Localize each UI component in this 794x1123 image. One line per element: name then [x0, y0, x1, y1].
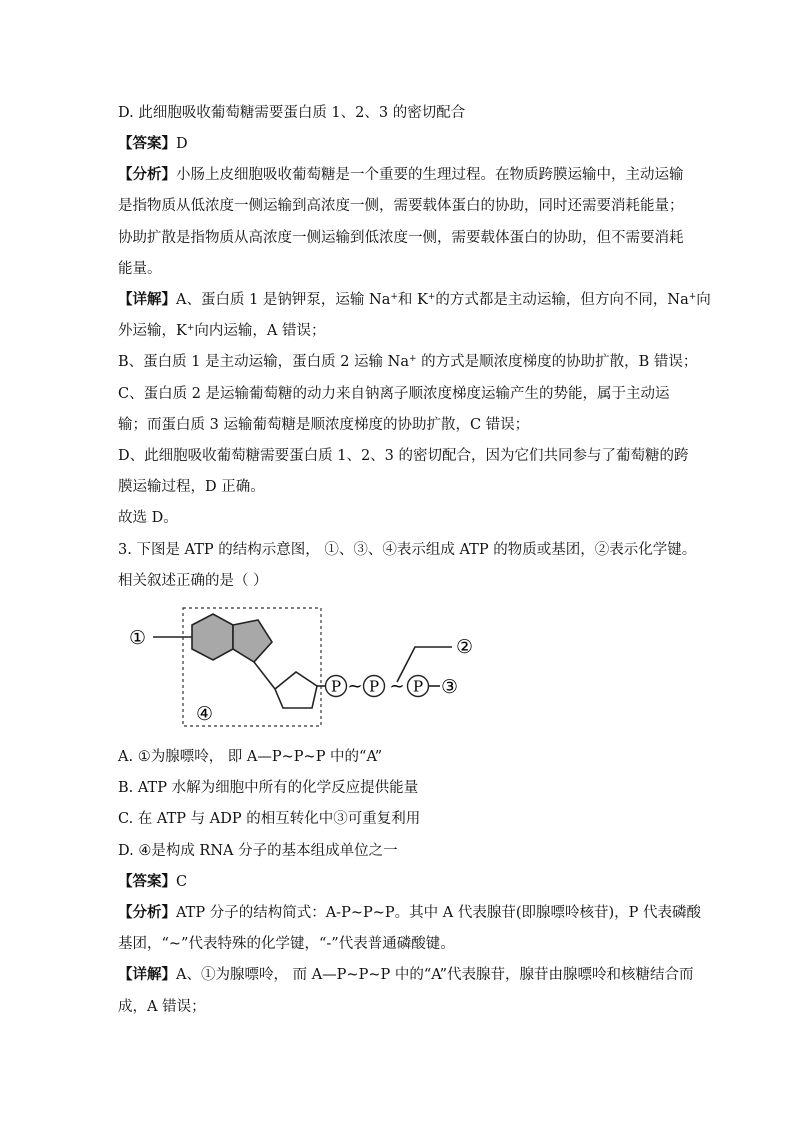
- q3-answer-line: [118, 872, 187, 892]
- q3-option-c: C. 在 ATP 与 ADP 的相互转化中③可重复利用: [118, 811, 421, 827]
- answer-tag: 【答案】: [118, 135, 176, 152]
- detail-text: 和 K: [397, 292, 428, 308]
- q2-detail-line-d2: 膜运输过程，D 正确。: [118, 479, 265, 495]
- superscript-plus: +: [688, 292, 697, 302]
- detail-tag: 【详解】: [118, 291, 176, 308]
- detail-tag: 【详解】: [118, 966, 176, 983]
- detail-text: B、蛋白质 1 是主动运输，蛋白质 2 运输 Na: [118, 354, 409, 370]
- answer-tag: 【答案】: [118, 873, 176, 890]
- phosphate-3-label: P: [412, 677, 424, 696]
- atp-structure-diagram: [126, 602, 476, 728]
- ribose-pentagon: [275, 672, 317, 708]
- phosphate-1-label: P: [330, 677, 342, 696]
- q2-detail-line-d1: D、此细胞吸收葡萄糖需要蛋白质 1、2、3 的密切配合，因为它们共同参与了葡萄糖的跨: [118, 448, 689, 464]
- q2-detail-line-c1: C、蛋白质 2 是运输葡萄糖的动力来自钠离子顺浓度梯度运输产生的势能，属于主动运: [118, 386, 670, 402]
- q3-detail-line-a2: 成，A 错误；: [118, 999, 206, 1015]
- q2-analysis-line-1: [118, 165, 684, 185]
- answer-value: D: [176, 136, 188, 152]
- phosphate-2-label: P: [368, 677, 380, 696]
- q2-analysis-line-4: 能量。: [118, 261, 162, 277]
- q3-analysis-line-1: [118, 903, 701, 923]
- label-4: ④: [196, 703, 214, 725]
- q2-analysis-line-3: 协助扩散是指物质从高浓度一侧运输到低浓度一侧，需要载体蛋白的协助，但不需要消耗: [118, 230, 684, 246]
- detail-text: 向内运输，A 错误；: [194, 323, 326, 339]
- q2-detail-line-b: [118, 352, 697, 372]
- q2-detail-line-a2: [118, 321, 325, 341]
- label-2: ②: [456, 636, 474, 658]
- q2-analysis-line-2: 是指物质从低浓度一侧运输到高浓度一侧，需要载体蛋白的协助，同时还需要消耗能量；: [118, 198, 684, 214]
- adenine-hexagon: [192, 614, 233, 660]
- q2-detail-line-c2: 输；而蛋白质 3 运输葡萄糖是顺浓度梯度的协助扩散，C 错误；: [118, 417, 530, 433]
- q2-option-d: D. 此细胞吸收葡萄糖需要蛋白质 1、2、3 的密切配合: [118, 105, 466, 121]
- q3-stem-line-1: 3. 下图是 ATP 的结构示意图， ①、③、④表示组成 ATP 的物质或基团，②表示化学键。: [118, 542, 697, 558]
- q3-detail-line-a1: [118, 965, 694, 985]
- q2-detail-line-a1: [118, 290, 711, 310]
- detail-text: A、蛋白质 1 是钠钾泵，运输 Na: [176, 292, 391, 308]
- detail-text: A、①为腺嘌呤， 而 A—P~P~P 中的“A”代表腺苷，腺苷由腺嘌呤和核糖结合而: [176, 967, 694, 983]
- detail-text: 外运输，K: [118, 323, 187, 339]
- q2-answer-line: [118, 134, 188, 154]
- superscript-plus: +: [186, 323, 195, 333]
- q3-option-a: A. ①为腺嘌呤， 即 A—P~P~P 中的“A”: [118, 749, 383, 765]
- q3-option-b: B. ATP 水解为细胞中所有的化学反应提供能量: [118, 780, 419, 796]
- q3-analysis-line-2: 基团，“~”代表特殊的化学键，“-”代表普通磷酸键。: [118, 936, 455, 952]
- label-1: ①: [129, 627, 147, 649]
- label-3: ③: [441, 676, 459, 698]
- analysis-tag: 【分析】: [118, 166, 176, 183]
- detail-text: 的方式都是主动运输，但方向不同，Na: [435, 292, 689, 308]
- high-energy-bond-1: ~: [347, 676, 363, 697]
- q3-stem-line-2: 相关叙述正确的是（ ）: [118, 573, 268, 589]
- analysis-text: ATP 分子的结构简式：A-P~P~P。其中 A 代表腺苷(即腺嘌呤核苷)，P 代表磷酸: [176, 905, 702, 921]
- adenine-pentagon: [233, 620, 272, 662]
- q2-conclusion: 故选 D。: [118, 510, 178, 526]
- detail-text: 向: [696, 292, 711, 308]
- q3-option-d: D. ④是构成 RNA 分子的基本组成单位之一: [118, 843, 398, 859]
- superscript-plus: +: [427, 292, 436, 302]
- superscript-plus: +: [390, 292, 398, 302]
- analysis-text: 小肠上皮细胞吸收葡萄糖是一个重要的生理过程。在物质跨膜运输中，主动运输: [176, 167, 684, 183]
- detail-text: 的方式是顺浓度梯度的协助扩散，B 错误；: [416, 354, 698, 370]
- answer-value: C: [176, 874, 188, 890]
- high-energy-bond-2: ~: [389, 676, 405, 697]
- superscript-plus: +: [408, 354, 417, 364]
- analysis-tag: 【分析】: [118, 904, 176, 921]
- glycosidic-bond: [254, 662, 275, 689]
